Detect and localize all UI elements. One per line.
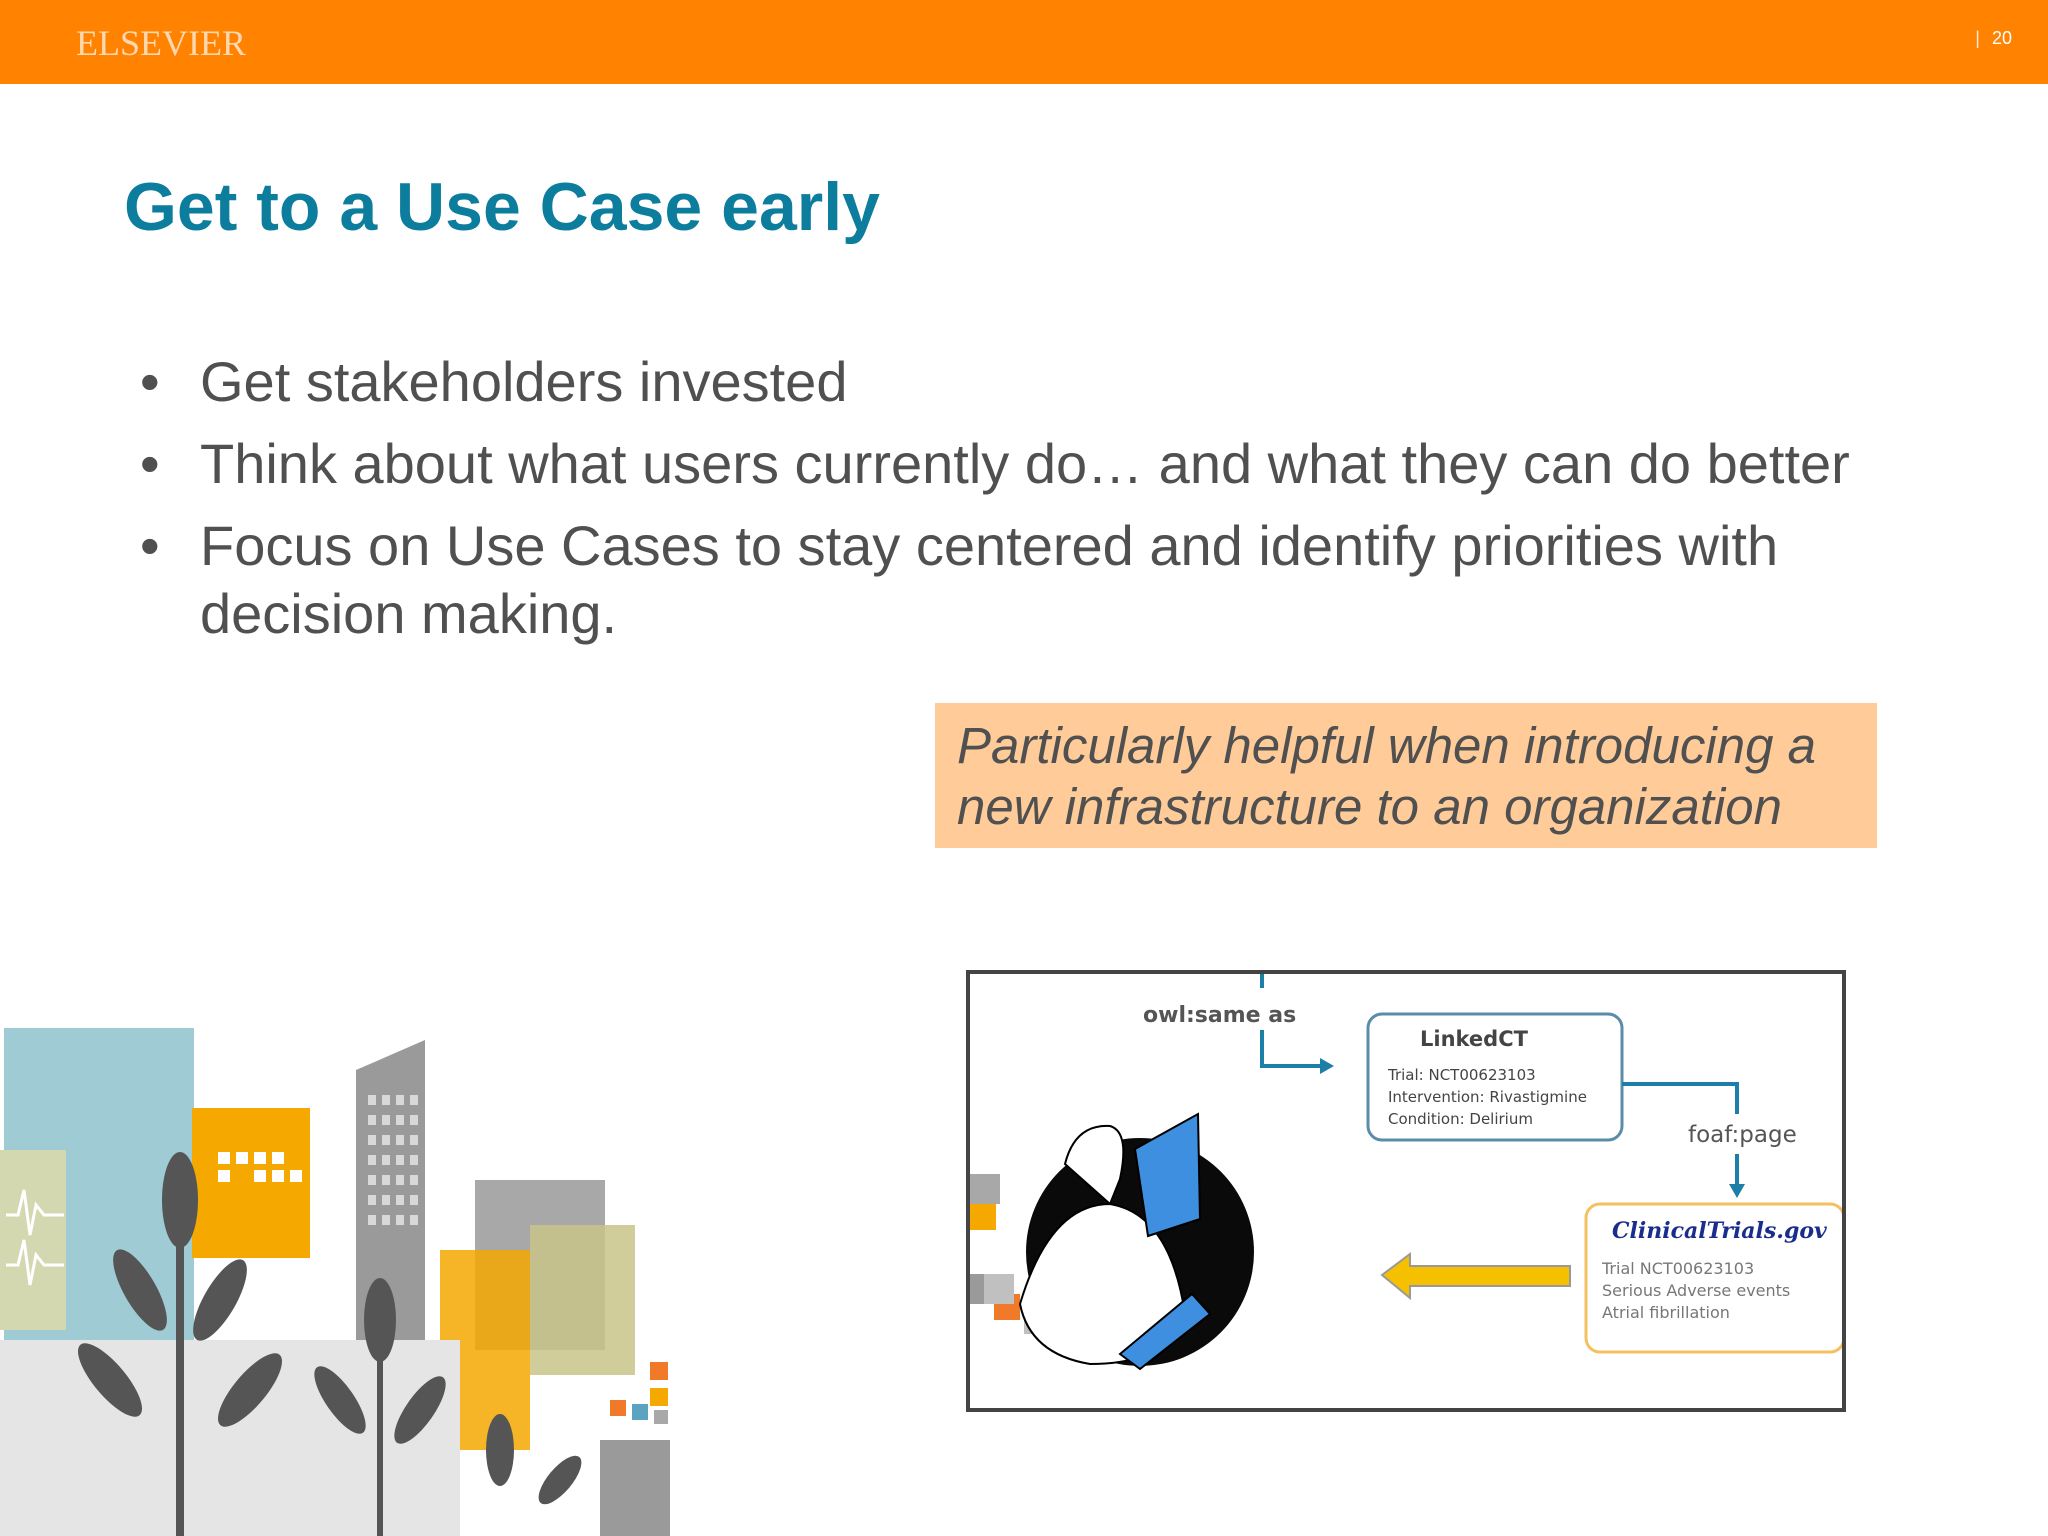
bullet-text: Think about what users currently do… and what they can do better xyxy=(200,432,1850,495)
linkedct-line-3: Condition: Delirium xyxy=(1388,1110,1533,1128)
bullet-list xyxy=(140,348,1940,662)
linkedct-line-2: Intervention: Rivastigmine xyxy=(1388,1088,1587,1106)
page-separator: | xyxy=(1975,28,1980,48)
clinicaltrials-line-2: Serious Adverse events xyxy=(1602,1281,1791,1300)
bullet-item xyxy=(140,512,1860,648)
bullet-item xyxy=(140,348,1940,416)
callout-line-1: Particularly helpful when introducing a xyxy=(957,717,1816,774)
bullet-text: Get stakeholders invested xyxy=(200,350,848,413)
bullet-text: Focus on Use Cases to stay centered and identify priorities with decision making. xyxy=(200,514,1779,645)
foaf-page-label: foaf:page xyxy=(1688,1122,1797,1148)
clinicaltrials-line-1: Trial NCT00623103 xyxy=(1602,1259,1755,1278)
elsevier-logo: ELSEVIER xyxy=(76,23,246,63)
linkedct-line-1: Trial: NCT00623103 xyxy=(1388,1066,1536,1084)
clinicaltrials-title: ClinicalTrials.gov xyxy=(1612,1218,1827,1244)
bullet-dot-icon: • xyxy=(140,432,160,495)
header-bar xyxy=(0,0,2048,84)
city-plants-illustration xyxy=(0,1000,720,1536)
callout-line-2: new infrastructure to an organization xyxy=(957,778,1782,835)
linked-data-diagram xyxy=(966,970,1846,1412)
bullet-dot-icon: • xyxy=(140,350,160,413)
left-arrow-icon xyxy=(1382,1254,1570,1298)
slide-title: Get to a Use Case early xyxy=(124,169,880,245)
page-number-value: 20 xyxy=(1991,28,2012,48)
bullet-item xyxy=(140,430,1940,498)
callout-box xyxy=(935,703,1877,848)
bullet-dot-icon: • xyxy=(140,514,160,577)
page-number xyxy=(1975,28,2012,49)
linkedct-title: LinkedCT xyxy=(1420,1027,1528,1051)
clinicaltrials-line-3: Atrial fibrillation xyxy=(1602,1303,1730,1322)
owl-same-as-label: owl:same as xyxy=(1143,1003,1297,1028)
